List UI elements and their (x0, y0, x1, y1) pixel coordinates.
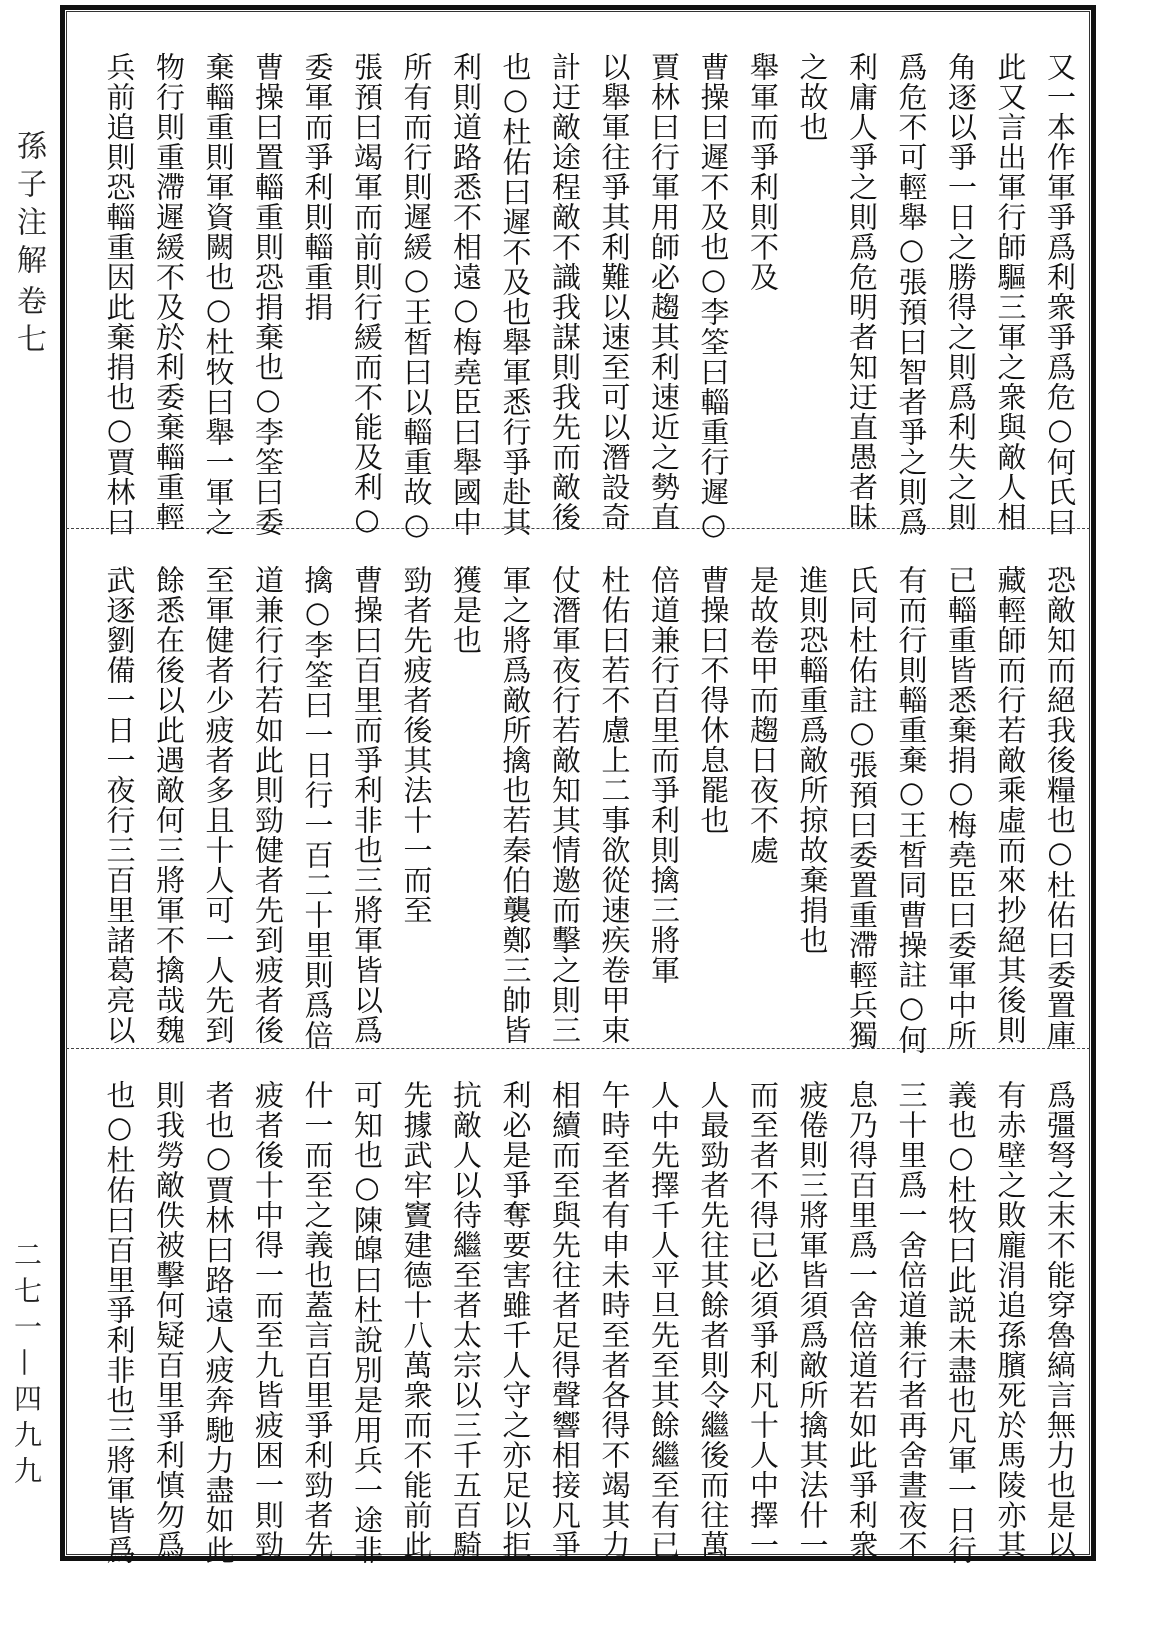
text-column: 此又言出軍行師驅三軍之衆與敵人相 (993, 52, 1028, 532)
text-column: 義也○杜牧曰此説未盡也凡軍一日行 (944, 1080, 978, 1565)
text-column: 疲者後十中得一而至九皆疲困一則勁 (251, 1080, 285, 1560)
text-column: 人最勁者先往其餘者則令繼後而往萬 (696, 1080, 731, 1560)
text-column: 先據武牢竇建德十八萬衆而不能前此 (399, 1080, 434, 1560)
text-column: 角逐以爭一日之勝得之則爲利失之則 (944, 52, 978, 532)
text-column: 倍道兼行百里而爭利則擒三將軍 (647, 565, 681, 985)
text-column: 有而行則輜重棄○王皙同曹操註○何 (894, 565, 929, 1055)
text-column: 又一本作軍爭爲利衆爭爲危○何氏曰 (1043, 52, 1077, 537)
text-column: 是故卷甲而趨日夜不處 (746, 565, 780, 865)
text-column: 利必是爭奪要害雖千人守之亦足以拒 (498, 1080, 533, 1560)
text-column: 有赤壁之敗龐涓追孫臏死於馬陵亦其 (993, 1080, 1028, 1560)
text-column: 爲危不可輕舉○張預曰智者爭之則爲 (894, 52, 929, 537)
text-column: 至軍健者少疲者多且十人可一人先到 (201, 565, 236, 1045)
text-column: 仗潛軍夜行若敵知其情邀而擊之則三 (548, 565, 582, 1045)
text-column: 也○杜佑曰百里爭利非也三將軍皆爲 (102, 1080, 137, 1565)
text-column: 而至者不得已必須爭利凡十人中擇一 (746, 1080, 780, 1560)
text-column: 曹操曰置輜重則恐捐棄也○李筌曰委 (251, 52, 285, 537)
text-column: 勁者先疲者後其法十一而至 (399, 565, 434, 925)
text-column: 什一而至之義也蓋言百里爭利勁者先 (300, 1080, 335, 1560)
text-column: 抗敵人以待繼至者太宗以三千五百騎 (449, 1080, 483, 1560)
text-column: 棄輜重則軍資闕也○杜牧曰舉一軍之 (201, 52, 236, 537)
text-panel-1 (100, 52, 1080, 542)
text-column: 杜佑曰若不慮上二事欲從速疾卷甲束 (597, 565, 632, 1045)
text-column: 以舉軍往爭其利難以速至可以潛設奇 (597, 52, 632, 532)
text-column: 兵前追則恐輜重因此棄捐也○賈林曰 (102, 52, 137, 537)
text-column: 曹操曰百里而爭利非也三將軍皆以爲 (350, 565, 384, 1045)
text-column: 三十里爲一舍倍道兼行者再舍晝夜不 (894, 1080, 929, 1560)
text-column: 人中先擇千人平旦先至其餘繼至有已 (647, 1080, 681, 1560)
text-column: 利則道路悉不相遠○梅堯臣曰舉國中 (449, 52, 483, 537)
text-column: 已輜重皆悉棄捐○梅堯臣曰委軍中所 (944, 565, 978, 1050)
text-column: 道兼行行若如此則勁健者先到疲者後 (251, 565, 285, 1045)
text-column: 委軍而爭利則輜重捐 (300, 52, 335, 322)
text-column: 息乃得百里爲一舍倍道若如此爭利衆 (845, 1080, 879, 1560)
text-column: 進則恐輜重爲敵所掠故棄捐也 (795, 565, 830, 955)
text-column: 所有而行則遲緩○王皙曰以輜重故○ (399, 52, 434, 542)
text-column: 餘悉在後以此遇敵何三將軍不擒哉魏 (152, 565, 186, 1045)
text-column: 計迂敵途程敵不識我謀則我先而敵後 (548, 52, 582, 532)
text-column: 相續而至與先往者足得聲響相接凡爭 (548, 1080, 582, 1560)
text-column: 武逐劉備一日一夜行三百里諸葛亮以 (102, 565, 137, 1045)
text-column: 利庸人爭之則爲危明者知迂直愚者昧 (845, 52, 879, 532)
text-column: 軍之將爲敵所擒也若秦伯襲鄭三帥皆 (498, 565, 533, 1045)
text-column: 則我勞敵佚被擊何疑百里爭利慎勿爲 (152, 1080, 186, 1560)
text-column: 曹操曰不得休息罷也 (696, 565, 731, 835)
volume-label: 卷七 (11, 285, 46, 361)
book-title: 孫子注解 (11, 130, 46, 282)
text-column: 可知也○陳皥曰杜說別是用兵一途非 (350, 1080, 384, 1565)
text-panel-3 (100, 1080, 1080, 1565)
text-column: 藏輕師而行若敵乘虛而來抄絕其後則 (993, 565, 1028, 1045)
text-column: 曹操曰遲不及也○李筌曰輜重行遲○ (696, 52, 731, 542)
text-column: 舉軍而爭利則不及 (746, 52, 780, 292)
text-column: 疲倦則三將軍皆須爲敵所擒其法什一 (795, 1080, 830, 1560)
text-column: 賈林曰行軍用師必趨其利速近之勢直 (647, 52, 681, 532)
text-column: 恐敵知而絕我後糧也○杜佑曰委置庫 (1043, 565, 1077, 1050)
text-column: 者也○賈林曰路遠人疲奔馳力盡如此 (201, 1080, 236, 1565)
text-column: 也○杜佑曰遲不及也舉軍悉行爭赴其 (498, 52, 533, 537)
text-column: 獲是也 (449, 565, 483, 655)
text-panel-2 (100, 565, 1080, 1055)
page-number: 二七一—四九九 (10, 1240, 43, 1492)
text-column: 之故也 (795, 52, 830, 142)
text-column: 張預曰竭軍而前則行緩而不能及利○ (350, 52, 384, 537)
text-column: 擒○李筌曰一日行一百二十里則爲倍 (300, 565, 335, 1050)
text-column: 午時至者有申未時至者各得不竭其力 (597, 1080, 632, 1560)
text-column: 爲彊弩之末不能穿魯縞言無力也是以 (1043, 1080, 1077, 1560)
text-column: 物行則重滯遲緩不及於利委棄輜重輕 (152, 52, 186, 532)
divider-bottom (66, 1048, 1090, 1049)
text-column: 氏同杜佑註○張預曰委置重滯輕兵獨 (845, 565, 879, 1050)
